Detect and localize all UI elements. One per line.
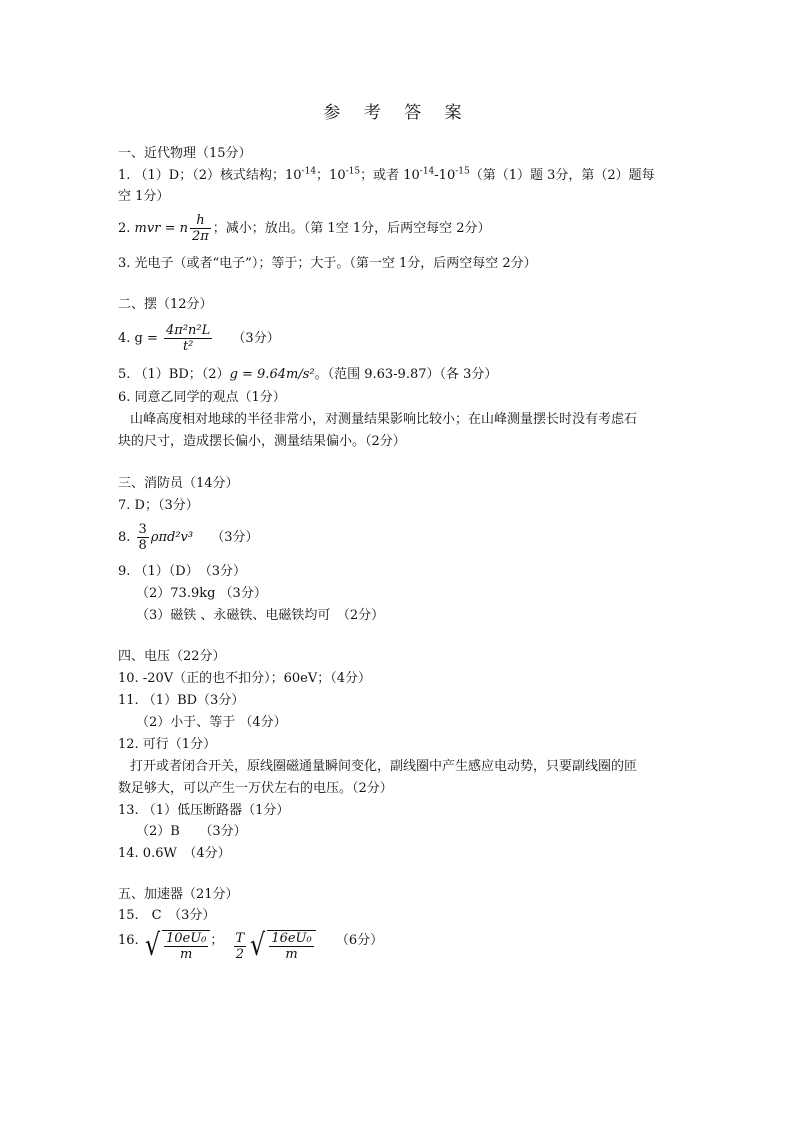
q5-text-a: 5. （1）BD；（2）: [118, 367, 230, 382]
q16-score: （6分）: [335, 933, 384, 948]
radical-sign-icon: √: [144, 928, 161, 963]
answer-q6: 6. 同意乙同学的观点（1分）: [118, 390, 286, 405]
q16-root-1-numerator: 10eU₀: [165, 931, 207, 946]
radical-sign-icon: √: [250, 928, 266, 963]
answer-q15: 15. C （3分）: [118, 908, 216, 923]
q16-root-2-fraction: [269, 931, 313, 962]
q2-tail: ；减小；放出。（第 1空 1分，后两空每空 2分）: [212, 221, 491, 236]
answer-q11-part-1: 11. （1）BD（3分）: [118, 693, 245, 708]
q16-root-2: [248, 930, 316, 962]
q1-exp-3: -14: [419, 166, 435, 177]
q16-number: 16.: [118, 933, 139, 948]
q8-score: （3分）: [211, 530, 259, 545]
answer-q7: 7. D；（3分）: [118, 498, 199, 513]
q1-text-a: 1. （1）D；（2）核式结构；10: [118, 168, 302, 183]
q1-text-c: ；或者 10: [360, 168, 420, 183]
q8-fraction: [137, 522, 149, 553]
q4-fraction: [164, 323, 212, 354]
q5-formula: g = 9.64m/s²: [229, 367, 315, 382]
answer-q1: [118, 166, 688, 186]
q16-period-numerator: T: [235, 930, 245, 946]
q16-root-1: [143, 930, 211, 962]
q16-period-denominator: 2: [235, 946, 244, 962]
q2-fraction: [190, 213, 211, 244]
q16-period-fraction: [234, 931, 247, 962]
q1-text-d: -10: [434, 168, 456, 183]
q2-number: 2.: [118, 221, 131, 236]
answer-q13-part-1: 13. （1）低压断路器（1分）: [118, 803, 290, 818]
section-heading-pendulum: 二、摆（12分）: [118, 297, 213, 312]
q16-root-1-fraction: [164, 931, 208, 962]
q4-score: （3分）: [232, 331, 280, 346]
q4-lhs: 4. g =: [118, 331, 158, 346]
answer-q6-explanation-line-1: 山峰高度相对地球的半径非常小，对测量结果影响比较小；在山峰测量摆长时没有考虑石: [130, 412, 638, 427]
answer-q8: [118, 522, 688, 553]
q5-text-b: 。（范围 9.63-9.87）（各 3分）: [314, 367, 498, 382]
answer-q9-part-3: （3）磁铁 、永磁铁、电磁铁均可 （2分）: [136, 608, 385, 623]
q16-root-2-numerator: 16eU₀: [271, 931, 312, 946]
q8-fraction-denominator: 8: [138, 538, 147, 553]
q16-root-2-denominator: m: [285, 947, 298, 962]
answer-q2: [118, 213, 688, 244]
q1-text-b: ；10: [316, 168, 346, 183]
q2-fraction-numerator: h: [190, 213, 211, 229]
q16-separator: ；: [210, 933, 224, 948]
q8-fraction-numerator: 3: [138, 522, 147, 537]
answer-q9-part-1: 9. （1）（D） （3分）: [118, 564, 247, 579]
q1-exp-2: -15: [345, 166, 361, 177]
q2-formula-lhs: mvr = n: [134, 221, 188, 236]
answer-q16: [118, 930, 688, 962]
section-heading-accelerator: 五、加速器（21分）: [118, 887, 239, 902]
answer-q1-continued: 空 1分）: [118, 189, 170, 204]
q2-fraction-denominator: 2π: [191, 229, 209, 244]
q16-root-1-denominator: m: [179, 947, 193, 962]
q8-formula: ρπd²v³: [150, 530, 194, 545]
answer-q12: 12. 可行（1分）: [118, 737, 217, 752]
answer-q12-explanation-line-2: 数足够大，可以产生一万伏左右的电压。（2分）: [118, 781, 393, 796]
section-heading-modern-physics: 一、近代物理（15分）: [118, 146, 252, 161]
section-heading-voltage: 四、电压（22分）: [118, 649, 226, 664]
answer-q5: [118, 365, 688, 385]
answer-q11-part-2: （2）小于、等于 （4分）: [136, 715, 287, 730]
q1-exp-4: -15: [455, 166, 470, 177]
answer-q4: [118, 323, 688, 354]
q8-number: 8.: [118, 530, 131, 545]
answer-q6-explanation-line-2: 块的尺寸，造成摆长偏小，测量结果偏小。（2分）: [118, 434, 406, 449]
answer-q13-part-2: （2）B （3分）: [136, 824, 247, 839]
q1-text-e: （第（1）题 3分，第（2）题每: [469, 168, 655, 183]
q1-exp-1: -14: [301, 166, 317, 177]
page-title: 参 考 答 案: [323, 103, 471, 123]
section-heading-firefighter: 三、消防员（14分）: [118, 476, 239, 491]
answer-q14: 14. 0.6W （4分）: [118, 846, 231, 861]
answer-q3: 3. 光电子（或者“电子”）；等于；大于。（第一空 1分，后两空每空 2分）: [118, 256, 537, 271]
q4-fraction-denominator: t²: [182, 339, 194, 354]
answer-q12-explanation-line-1: 打开或者闭合开关，原线圈磁通量瞬间变化，副线圈中产生感应电动势，只要副线圈的匝: [130, 759, 638, 774]
q4-fraction-numerator: 4π²n²L: [166, 323, 211, 338]
answer-q10: 10. -20V（正的也不扣分）；60eV；（4分）: [118, 671, 372, 686]
answer-q9-part-2: （2）73.9kg （3分）: [136, 586, 267, 601]
